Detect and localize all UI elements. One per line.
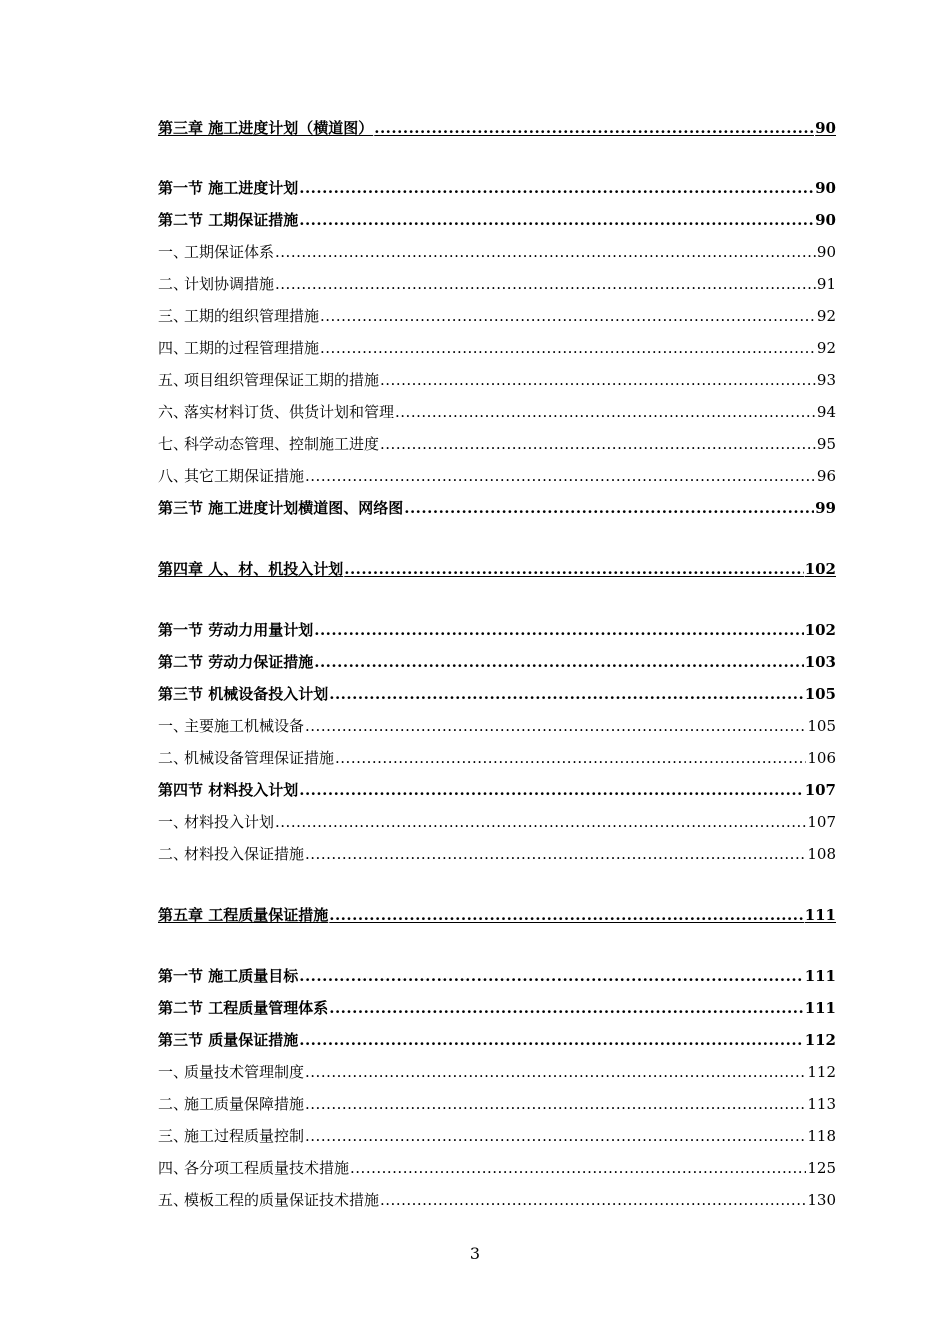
toc-item-number: 五、 (158, 1191, 189, 1209)
toc-title: 材料投入计划 (184, 813, 275, 831)
toc-section[interactable] (158, 776, 836, 800)
toc-page: 90 (815, 179, 836, 197)
toc-title: 第二节 劳动力保证措施 (158, 653, 314, 671)
toc-leader (305, 1094, 806, 1114)
toc-title: 落实材料订货、供货计划和管理 (184, 403, 395, 421)
toc-section[interactable] (158, 174, 836, 198)
toc-item-number: 三、 (158, 1127, 189, 1145)
toc-item[interactable] (158, 1122, 836, 1146)
toc-title: 第四节 材料投入计划 (158, 781, 299, 799)
toc-title: 第二节 工期保证措施 (158, 211, 299, 229)
toc-title: 第一节 劳动力用量计划 (158, 621, 314, 639)
toc-title: 第二节 工程质量管理体系 (158, 999, 329, 1017)
toc-item-number: 四、 (158, 339, 189, 357)
toc-leader (305, 466, 816, 486)
toc-item[interactable] (158, 808, 836, 832)
toc-leader (299, 966, 803, 986)
toc-title: 第三节 质量保证措施 (158, 1031, 299, 1049)
toc-leader (299, 210, 814, 230)
toc-leader (314, 620, 803, 640)
toc-leader (344, 559, 803, 579)
toc-page: 107 (804, 781, 836, 799)
toc-item[interactable] (158, 1058, 836, 1082)
toc-page: 102 (804, 621, 836, 639)
toc-page: 90 (815, 119, 836, 137)
toc-page: 107 (807, 813, 836, 831)
toc-section[interactable] (158, 962, 836, 986)
toc-item[interactable] (158, 840, 836, 864)
toc-title: 第三节 施工进度计划横道图、网络图 (158, 499, 404, 517)
toc-page: 111 (804, 967, 836, 985)
toc-page: 112 (804, 1031, 836, 1049)
toc-page: 106 (807, 749, 836, 767)
toc-page: 103 (804, 653, 836, 671)
toc-item-number: 二、 (158, 275, 189, 293)
toc-page: 95 (816, 435, 836, 453)
toc-title: 第四章 人、材、机投入计划 (158, 560, 344, 578)
toc-page: 91 (816, 275, 836, 293)
toc-title: 第一节 施工质量目标 (158, 967, 299, 985)
toc-item[interactable] (158, 744, 836, 768)
toc-chapter[interactable] (158, 555, 836, 579)
toc-leader (320, 338, 816, 358)
toc-item-number: 八、 (158, 467, 189, 485)
toc-item-number: 二、 (158, 845, 189, 863)
toc-leader (395, 402, 816, 422)
toc-item-number: 一、 (158, 813, 189, 831)
toc-item[interactable] (158, 1090, 836, 1114)
toc-leader (329, 684, 803, 704)
toc-item[interactable] (158, 366, 836, 390)
toc-item-number: 一、 (158, 243, 189, 261)
toc-title: 质量技术管理制度 (184, 1063, 305, 1081)
toc-item[interactable] (158, 1186, 836, 1210)
toc-item[interactable] (158, 1154, 836, 1178)
toc-title: 工期的组织管理措施 (184, 307, 320, 325)
page-number: 3 (469, 1244, 481, 1263)
toc-item[interactable] (158, 462, 836, 486)
toc-leader (305, 716, 806, 736)
toc-leader (404, 498, 814, 518)
toc-leader (305, 844, 806, 864)
toc-section[interactable] (158, 648, 836, 672)
toc-page: 130 (807, 1191, 836, 1209)
toc-section[interactable] (158, 616, 836, 640)
toc-title: 机械设备管理保证措施 (184, 749, 335, 767)
toc-item-number: 六、 (158, 403, 189, 421)
toc-section[interactable] (158, 994, 836, 1018)
toc-leader (275, 242, 816, 262)
toc-item[interactable] (158, 334, 836, 358)
toc-page: 105 (807, 717, 836, 735)
toc-page: 102 (804, 560, 836, 578)
toc-item-number: 二、 (158, 749, 189, 767)
toc-leader (335, 748, 806, 768)
toc-title: 第三节 机械设备投入计划 (158, 685, 329, 703)
toc-leader (299, 780, 803, 800)
toc-title: 其它工期保证措施 (184, 467, 305, 485)
toc-title: 各分项工程质量技术措施 (184, 1159, 350, 1177)
toc-title: 模板工程的质量保证技术措施 (184, 1191, 380, 1209)
toc-title: 项目组织管理保证工期的措施 (184, 371, 380, 389)
toc-title: 第三章 施工进度计划（横道图） (158, 119, 374, 137)
toc-item-number: 七、 (158, 435, 189, 453)
toc-page: 125 (807, 1159, 836, 1177)
toc-title: 工期保证体系 (184, 243, 275, 261)
toc-leader (350, 1158, 806, 1178)
toc-section[interactable] (158, 680, 836, 704)
toc-page: 96 (816, 467, 836, 485)
toc-title: 计划协调措施 (184, 275, 275, 293)
toc-leader (275, 812, 806, 832)
toc-leader (329, 905, 803, 925)
toc-page: 93 (816, 371, 836, 389)
toc-title: 工期的过程管理措施 (184, 339, 320, 357)
toc-leader (380, 370, 816, 390)
toc-leader (329, 998, 803, 1018)
toc-leader (320, 306, 816, 326)
toc-item[interactable] (158, 270, 836, 294)
toc-item[interactable] (158, 238, 836, 262)
toc-page: 92 (816, 339, 836, 357)
toc-page: 105 (804, 685, 836, 703)
toc-page: 108 (807, 845, 836, 863)
toc-page: 94 (816, 403, 836, 421)
toc-item-number: 四、 (158, 1159, 189, 1177)
toc-leader (299, 178, 814, 198)
toc-page: 90 (816, 243, 836, 261)
toc-title: 施工过程质量控制 (184, 1127, 305, 1145)
toc-leader (380, 434, 816, 454)
toc-item[interactable] (158, 712, 836, 736)
toc-item-number: 二、 (158, 1095, 189, 1113)
toc-item-number: 三、 (158, 307, 189, 325)
toc-item[interactable] (158, 430, 836, 454)
toc-title: 材料投入保证措施 (184, 845, 305, 863)
toc-page: 92 (816, 307, 836, 325)
toc-title: 主要施工机械设备 (184, 717, 305, 735)
toc-page: 99 (815, 499, 836, 517)
toc-title: 施工质量保障措施 (184, 1095, 305, 1113)
toc-leader (275, 274, 816, 294)
toc-item-number: 一、 (158, 1063, 189, 1081)
toc-leader (374, 118, 814, 138)
toc-page: 111 (804, 906, 836, 924)
toc-page: 112 (807, 1063, 836, 1081)
toc-section[interactable] (158, 206, 836, 230)
toc-leader (305, 1126, 806, 1146)
toc-section[interactable] (158, 494, 836, 518)
toc-title: 科学动态管理、控制施工进度 (184, 435, 380, 453)
toc-chapter[interactable] (158, 901, 836, 925)
toc-page: 111 (804, 999, 836, 1017)
toc-item[interactable] (158, 398, 836, 422)
toc-leader (380, 1190, 806, 1210)
toc-leader (299, 1030, 803, 1050)
toc-section[interactable] (158, 1026, 836, 1050)
toc-title: 第五章 工程质量保证措施 (158, 906, 329, 924)
toc-page: 118 (807, 1127, 836, 1145)
toc-leader (305, 1062, 806, 1082)
toc-chapter[interactable] (158, 114, 836, 138)
toc-leader (314, 652, 803, 672)
toc-item[interactable] (158, 302, 836, 326)
toc-item-number: 五、 (158, 371, 189, 389)
toc-item-number: 一、 (158, 717, 189, 735)
toc-page: 90 (815, 211, 836, 229)
toc-page: 113 (807, 1095, 836, 1113)
toc-title: 第一节 施工进度计划 (158, 179, 299, 197)
